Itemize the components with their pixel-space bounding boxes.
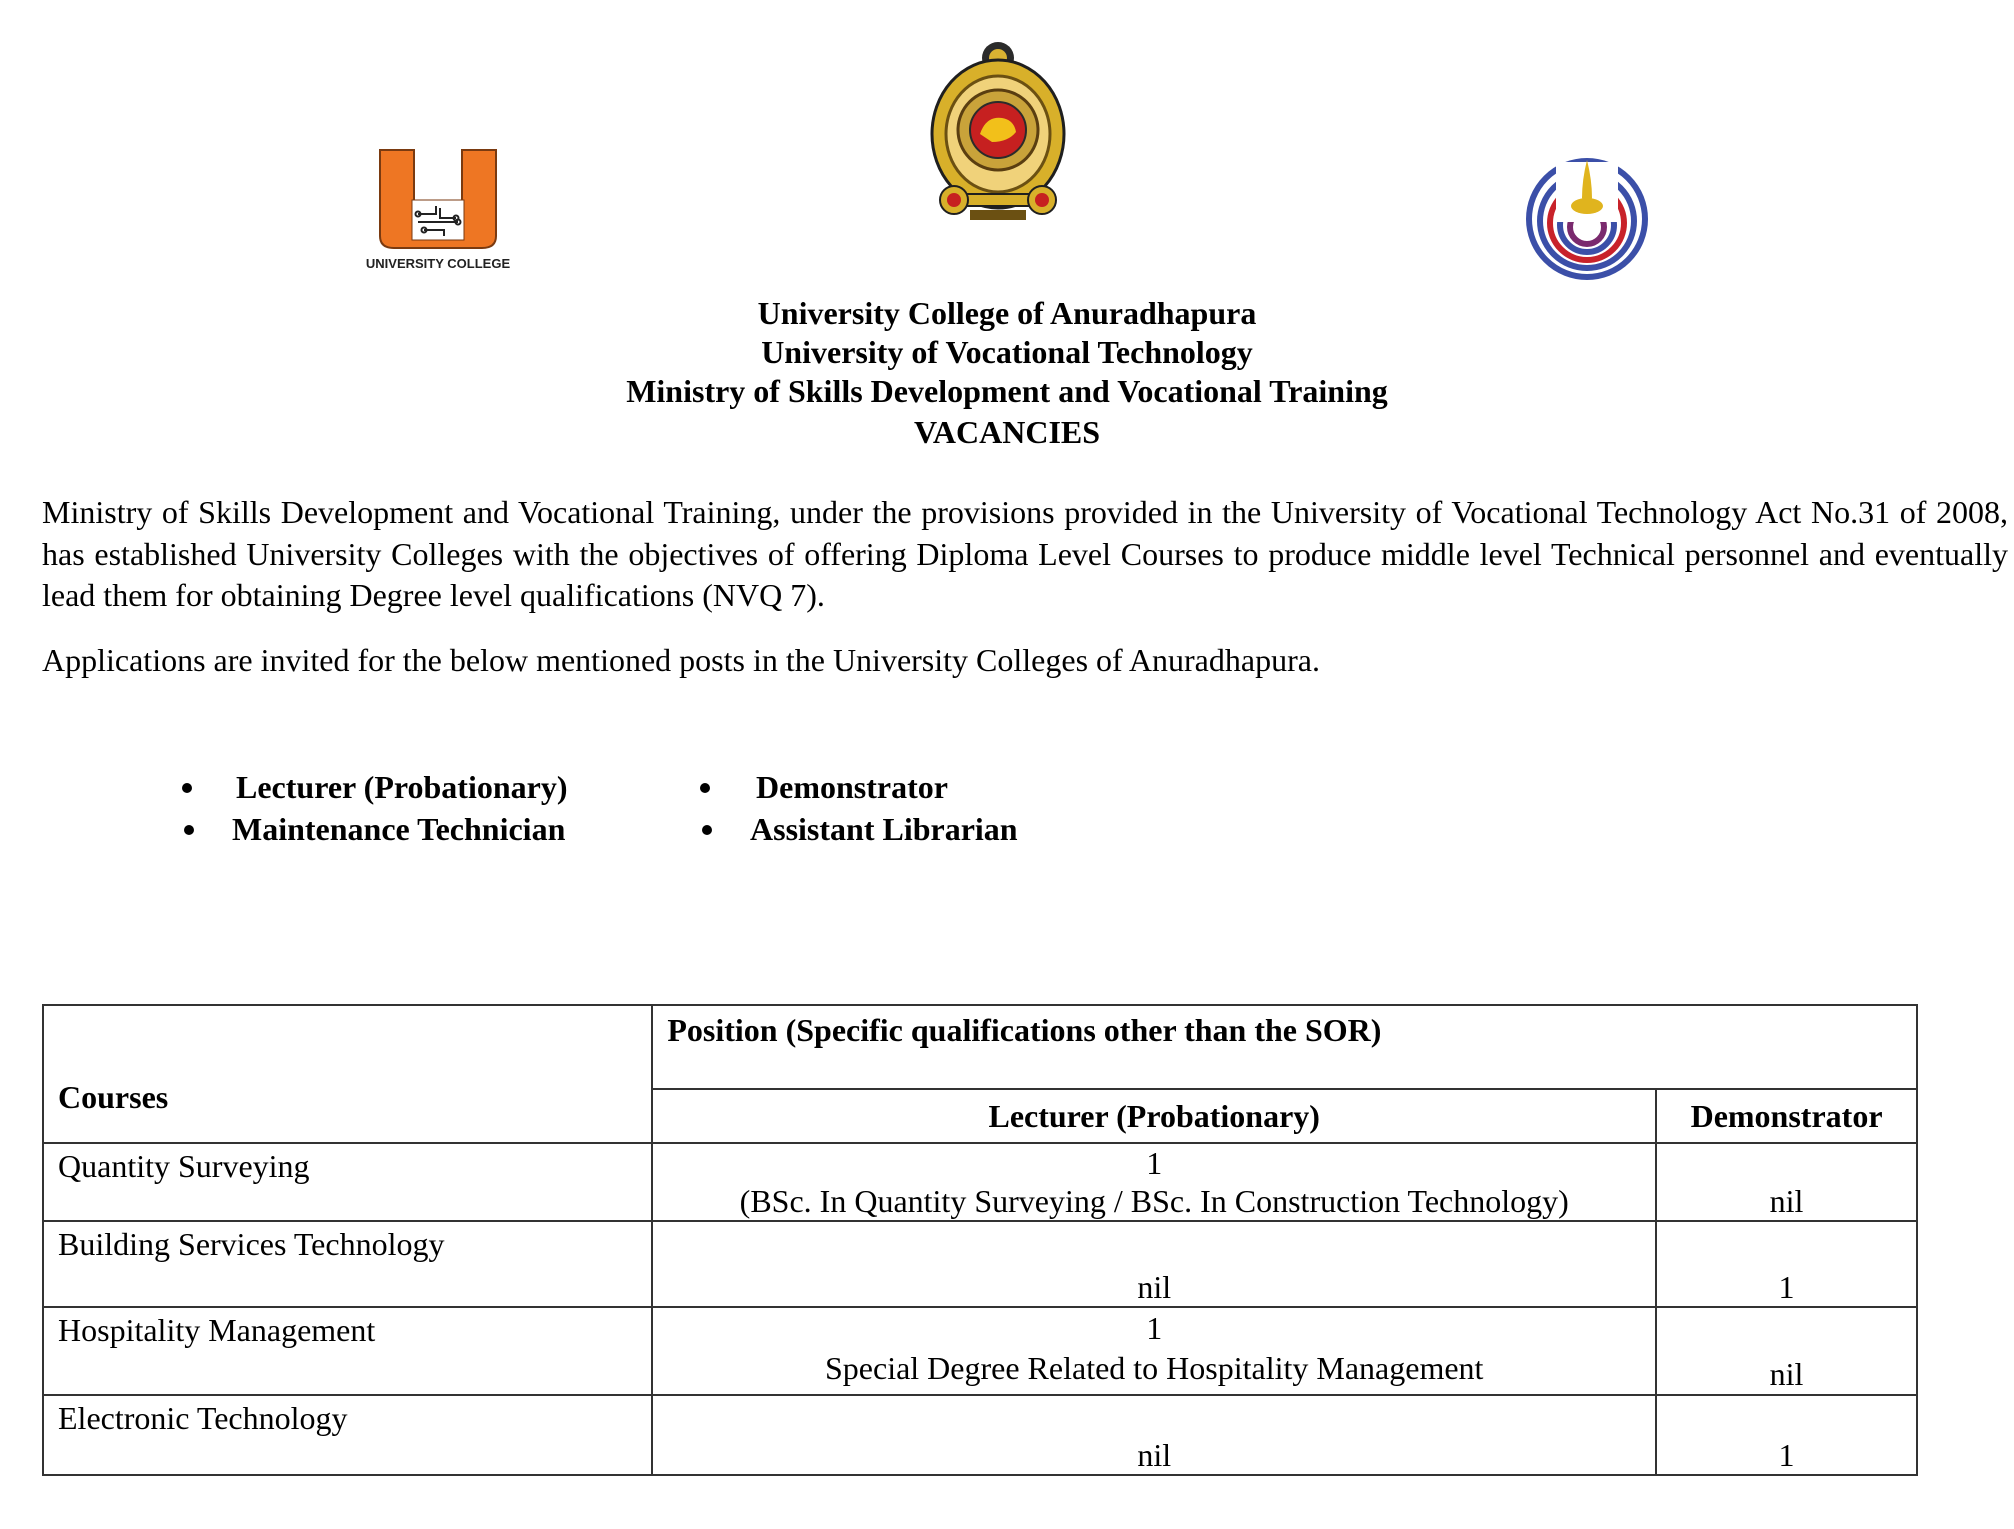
demonstrator-header: Demonstrator [1690, 1097, 1883, 1134]
demonstrator-value: nil [1769, 1183, 1804, 1219]
lecturer-count: 1 [1146, 1145, 1163, 1181]
table-row [43, 1395, 1917, 1475]
lecturer-qualification: (BSc. In Quantity Surveying / BSc. In Construction Technology) [739, 1183, 1569, 1219]
university-college-logo [365, 148, 511, 272]
heading-college: University College of Anuradhapura [757, 295, 1257, 331]
post-item-lecturer: Lecturer (Probationary) [236, 769, 568, 805]
courses-header: Courses [58, 1079, 169, 1115]
table-row [43, 1307, 1917, 1395]
demonstrator-value: 1 [1778, 1269, 1795, 1305]
lecturer-count: 1 [1146, 1310, 1163, 1346]
table-row [43, 1143, 1917, 1221]
demonstrator-header-cell [1656, 1089, 1917, 1143]
invitation-paragraph: Applications are invited for the below mentioned posts in the University Colleges of Anuradhapura. [42, 642, 1320, 678]
course-name: Hospitality Management [58, 1312, 376, 1348]
heading-ministry: Ministry of Skills Development and Vocational Training [626, 373, 1388, 409]
demonstrator-value: 1 [1778, 1437, 1795, 1473]
lecturer-qualification: nil [1137, 1437, 1172, 1473]
bullet-icon [184, 825, 194, 835]
heading-university: University of Vocational Technology [761, 334, 1253, 370]
heading-vacancies: VACANCIES [913, 414, 1101, 450]
lecturer-qualification: nil [1137, 1269, 1172, 1305]
course-name: Building Services Technology [58, 1226, 445, 1262]
bullet-icon [702, 825, 712, 835]
post-item-demonstrator: Demonstrator [756, 769, 948, 805]
courses-header-cell [43, 1005, 652, 1143]
table-row [43, 1221, 1917, 1307]
position-header: Position (Specific qualifications other than the SOR) [667, 1012, 1382, 1048]
position-header-cell [652, 1005, 1917, 1089]
university-of-vocational-technology-logo [1526, 158, 1648, 280]
course-name: Quantity Surveying [58, 1148, 310, 1184]
document-heading [0, 294, 2014, 452]
sri-lanka-emblem [926, 38, 1070, 228]
logo-caption: UNIVERSITY COLLEGE [365, 256, 511, 271]
course-name: Electronic Technology [58, 1400, 348, 1436]
intro-paragraph: Ministry of Skills Development and Vocational Training, under the provisions provided in the University of Vocational Technology Act No.31 of 2008, has established University Colleges with the objectives of offering Diploma Level Courses to produce middle level Technical personnel and eventually lead them for obtaining Degree level qualifications (NVQ 7). [42, 494, 2008, 613]
demonstrator-value: nil [1769, 1356, 1804, 1392]
bullet-icon [700, 783, 710, 793]
lecturer-header-cell [652, 1089, 1656, 1143]
bullet-icon [182, 783, 192, 793]
lecturer-header: Lecturer (Probationary) [988, 1097, 1320, 1134]
vacancies-table [42, 1004, 1918, 1476]
post-item-assistant-librarian: Assistant Librarian [750, 811, 1018, 847]
lecturer-qualification: Special Degree Related to Hospitality Management [824, 1350, 1484, 1386]
post-item-maintenance-technician: Maintenance Technician [232, 811, 566, 847]
